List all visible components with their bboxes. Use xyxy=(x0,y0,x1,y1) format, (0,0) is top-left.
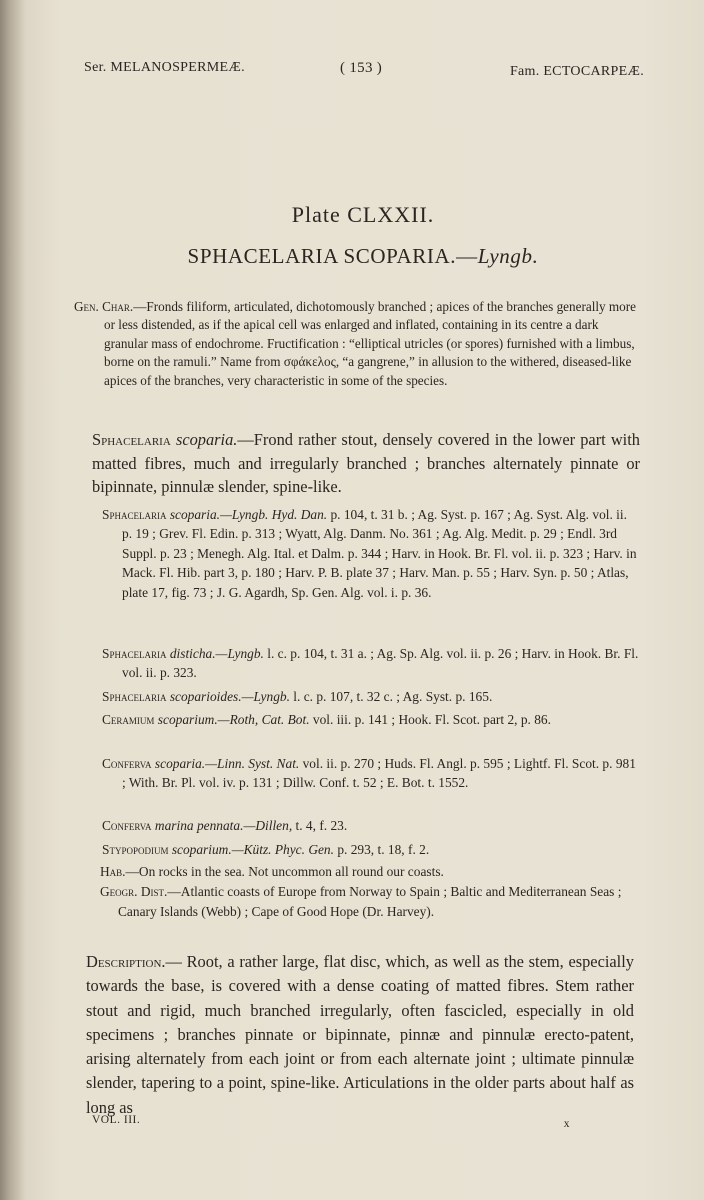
geogr-text: —Atlantic coasts of Europe from Norway to Spain ; Baltic and Mediterranean Seas ; Canary Islands (Webb) ; Cape of Good Hope (Dr. Harvey). xyxy=(118,884,622,919)
species-diagnosis xyxy=(92,428,640,499)
synonym-genus: Sphacelaria xyxy=(102,646,167,661)
gen-char-label: Gen. Char. xyxy=(74,299,134,314)
synonym-text: vol. ii. p. 270 ; Huds. Fl. Angl. p. 595 ; Lightf. Fl. Scot. p. 981 ; With. Br. Pl. vol. iv. p. 131 ; Dillw. Conf. t. 52 ; E. Bot. t. 1552. xyxy=(122,756,636,791)
header-series: Ser. MELANOSPERMEÆ. xyxy=(84,60,245,75)
synonym-text: l. c. p. 104, t. 31 a. ; Ag. Sp. Alg. vol. ii. p. 26 ; Harv. in Hook. Br. Fl. vol. ii. p. 323. xyxy=(122,646,639,681)
synonym-text: p. 293, t. 18, f. 2. xyxy=(333,842,430,857)
habitat xyxy=(100,862,640,881)
synonym-text: vol. iii. p. 141 ; Hook. Fl. Scot. part 2, p. 86. xyxy=(309,712,551,727)
diagnosis-text: —Frond rather stout, densely covered in the lower part with matted fibres, much and irregularly branched ; branches alternately pinnate or bipinnate, pinnulæ slender, spine-like. xyxy=(92,430,640,496)
synonym-entry xyxy=(102,840,640,859)
synonym-name: scoparia.—Linn. Syst. Nat. xyxy=(154,756,300,771)
synonym-text: t. 4, f. 23. xyxy=(292,818,348,833)
gen-char-text: —Fronds filiform, articulated, dichotomously branched ; apices of the branches generally more or less distended, as if the apical cell was enlarged and inflated, containing in its centre a dark granular mass of endochrome. Fructification : “elliptical utricles (or spores) furnished with a limbus, borne on the ramuli.” Name from σφάκελος, “a gangrene,” in allusion to the withered, diseased-like apices of the branches, very characteristic in some of the species. xyxy=(104,299,637,388)
synonym-name: disticha.—Lyngb. xyxy=(169,646,264,661)
synonym-entry xyxy=(102,754,640,793)
synonym-entry xyxy=(102,644,640,683)
geographic-distribution xyxy=(100,882,640,922)
header-family: Fam. ECTOCARPEÆ. xyxy=(509,64,644,79)
geogr-label: Geogr. Dist. xyxy=(100,884,168,899)
running-header xyxy=(84,60,644,84)
species-author: Lyngb. xyxy=(477,244,539,268)
synonym-genus: Sphacelaria xyxy=(102,689,167,704)
plate-title: Plate CLXXII. xyxy=(291,202,435,227)
synonym-entry xyxy=(102,816,640,835)
volume-label: VOL. III. xyxy=(92,1114,141,1126)
synonym-genus: Conferva xyxy=(102,818,152,833)
synonym-entry xyxy=(102,710,640,729)
synonym-genus: Sphacelaria xyxy=(102,507,167,522)
synonym-name: marina pennata.—Dillen, xyxy=(154,818,293,833)
synonym-name: scoparioides.—Lyngb. xyxy=(169,689,290,704)
synonym-genus: Conferva xyxy=(102,756,152,771)
synonym-text: p. 104, t. 31 b. ; Ag. Syst. p. 167 ; Ag. Syst. Alg. vol. ii. p. 19 ; Grev. Fl. Edin. p. 313 ; Wyatt, Alg. Danm. No. 361 ; Ag. Alg. Medit. p. 29 ; Endl. 3rd Suppl. p. 23 ; Menegh. Alg. Ital. et Dalm. p. 344 ; Harv. in Hook. Br. Fl. vol. ii. p. 323 ; Harv. in Mack. Fl. Hib. part 3, p. 180 ; Harv. P. B. plate 37 ; Harv. Man. p. 55 ; Harv. Syn. p. 50 ; Atlas, plate 17, fig. 73 ; J. G. Agardh, Sp. Gen. Alg. vol. i. p. 36. xyxy=(122,507,637,600)
genus-character xyxy=(74,298,644,390)
page-number: ( 153 ) xyxy=(340,60,383,76)
synonym-entry xyxy=(102,505,640,602)
synonym-genus: Stypopodium xyxy=(102,842,169,857)
habitat-label: Hab. xyxy=(100,864,126,879)
habitat-text: —On rocks in the sea. Not uncommon all round our coasts. xyxy=(125,864,444,879)
synonym-name: scoparium.—Roth, Cat. Bot. xyxy=(157,712,310,727)
synonym-name: scoparia.—Lyngb. Hyd. Dan. xyxy=(169,507,328,522)
species-name: SPHACELARIA SCOPARIA.— xyxy=(187,244,478,268)
species-title xyxy=(0,244,704,269)
diagnosis-genus: Sphacelaria xyxy=(92,430,171,449)
synonym-name: scoparium.—Kütz. Phyc. Gen. xyxy=(171,842,334,857)
description xyxy=(86,950,634,1120)
synonym-genus: Ceramium xyxy=(102,712,155,727)
diagnosis-epithet: scoparia. xyxy=(175,430,238,449)
description-label: Description. xyxy=(86,952,166,971)
description-text: — Root, a rather large, flat disc, which, as well as the stem, especially towards the base, is covered with a dense coating of matted fibres. Stem rather stout and rigid, much branched irregularly, often fascicled, especially in old specimens ; branches pinnate or bipinnate, pinnæ and pinnulæ erecto-patent, arising alternately from each joint or from each alternate joint ; ultimate pinnulæ slender, tapering to a point, spine-like. Articulations in the older parts about half as long as xyxy=(86,952,634,1117)
synonym-text: l. c. p. 107, t. 32 c. ; Ag. Syst. p. 165. xyxy=(289,689,493,704)
signature-mark: x xyxy=(563,1118,570,1130)
synonym-entry xyxy=(102,687,640,706)
